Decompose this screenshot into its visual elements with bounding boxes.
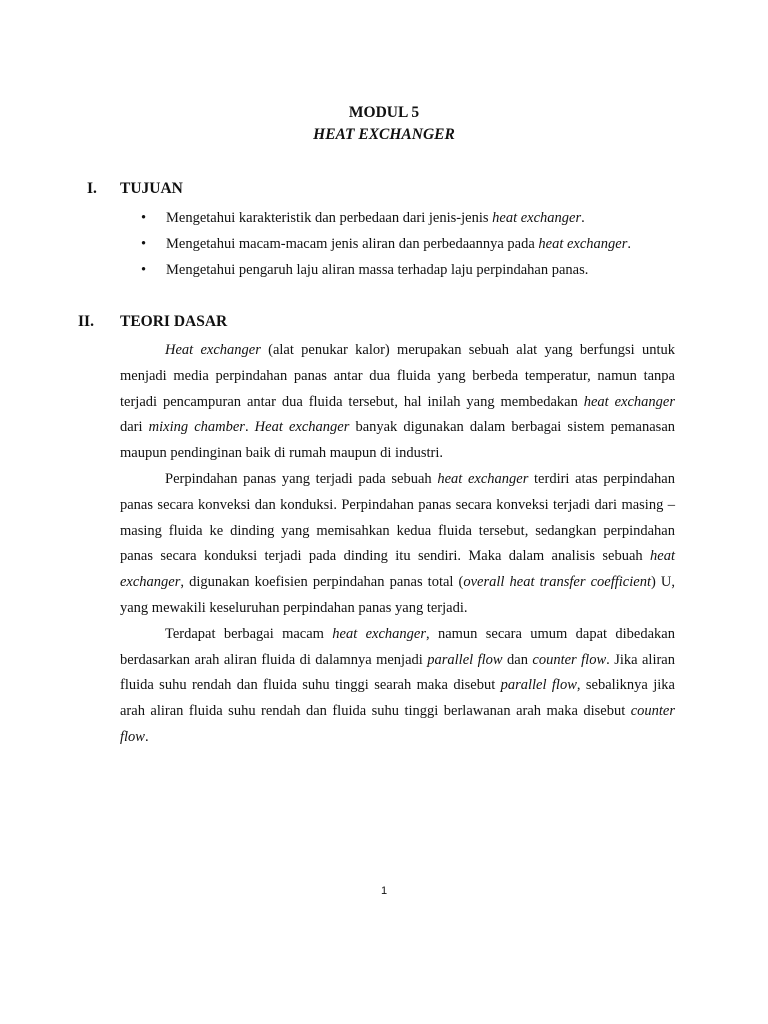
italic-run: Heat exchanger xyxy=(165,342,261,358)
italic-run: heat exchanger xyxy=(583,393,675,410)
italic-run: overall heat transfer coefficient xyxy=(463,574,651,591)
italic-run: counter flow xyxy=(120,703,675,745)
text-run: terdiri atas perpindahan panas secara konveksi dan konduksi. Perpindahan panas secara konveksi terjadi dari masing – masing fluida ke dinding yang memisahkan kedua fluida tersebut, sedangkan perpindahan panas secara konduksi terjadi pada dinding itu sendiri. Maka dalam analisis sebuah xyxy=(120,470,675,565)
section-number-1: I. xyxy=(87,180,97,197)
section-title-2: TEORI DASAR xyxy=(120,313,228,330)
section-title-1: TUJUAN xyxy=(120,180,183,197)
bullet-icon: • xyxy=(141,236,147,252)
page-number: 1 xyxy=(380,885,388,897)
paragraph xyxy=(120,467,675,622)
italic-run: parallel flow xyxy=(500,677,577,694)
italic-run: heat exchanger xyxy=(332,625,426,642)
bullet-icon: • xyxy=(141,262,147,278)
text-run: ) U, yang mewakili keseluruhan perpindahan panas yang terjadi. xyxy=(120,574,675,616)
paragraph xyxy=(120,622,675,751)
italic-run: Heat exchanger xyxy=(254,419,350,436)
text-run: dan xyxy=(502,651,533,668)
theory-body xyxy=(120,338,675,751)
text-run: banyak digunakan dalam berbagai sistem pemanasan maupun pendinginan baik di rumah maupun di industri. xyxy=(120,419,676,462)
text-run: . Jika aliran fluida suhu rendah dan fluida suhu tinggi searah maka disebut xyxy=(120,651,675,694)
text-run: , namun secara umum dapat dibedakan berdasarkan arah aliran fluida di dalamnya menjadi xyxy=(120,625,675,668)
text-run: Terdapat berbagai macam xyxy=(165,625,333,642)
document-subtitle: HEAT EXCHANGER xyxy=(313,126,455,143)
text-run: Perpindahan panas yang terjadi pada sebuah xyxy=(165,470,438,487)
text-run: , digunakan koefisien perpindahan panas total ( xyxy=(180,574,464,591)
bullet-icon: • xyxy=(141,210,147,226)
italic-run: parallel flow xyxy=(427,651,503,668)
text-run: , sebaliknya jika arah aliran fluida suhu rendah dan fluida suhu tinggi berlawanan arah maka disebut xyxy=(120,677,675,720)
italic-run: counter flow xyxy=(532,651,607,668)
text-run: (alat penukar kalor) merupakan sebuah alat yang berfungsi untuk menjadi media perpindahan panas antar dua fluida yang berbeda temperatur, namun tanpa terjadi pencampuran antar dua fluida tersebut, hal inilah yang membedakan xyxy=(120,342,675,410)
paragraph xyxy=(120,338,675,467)
document-title: MODUL 5 xyxy=(348,104,420,121)
text-run: . xyxy=(244,419,255,436)
italic-run: heat exchanger xyxy=(437,470,529,487)
text-run: . xyxy=(144,728,149,745)
italic-run: mixing chamber xyxy=(148,419,245,436)
text-run: dari xyxy=(120,419,149,436)
italic-run: heat exchanger xyxy=(120,548,675,591)
section-number-2: II. xyxy=(78,313,94,330)
